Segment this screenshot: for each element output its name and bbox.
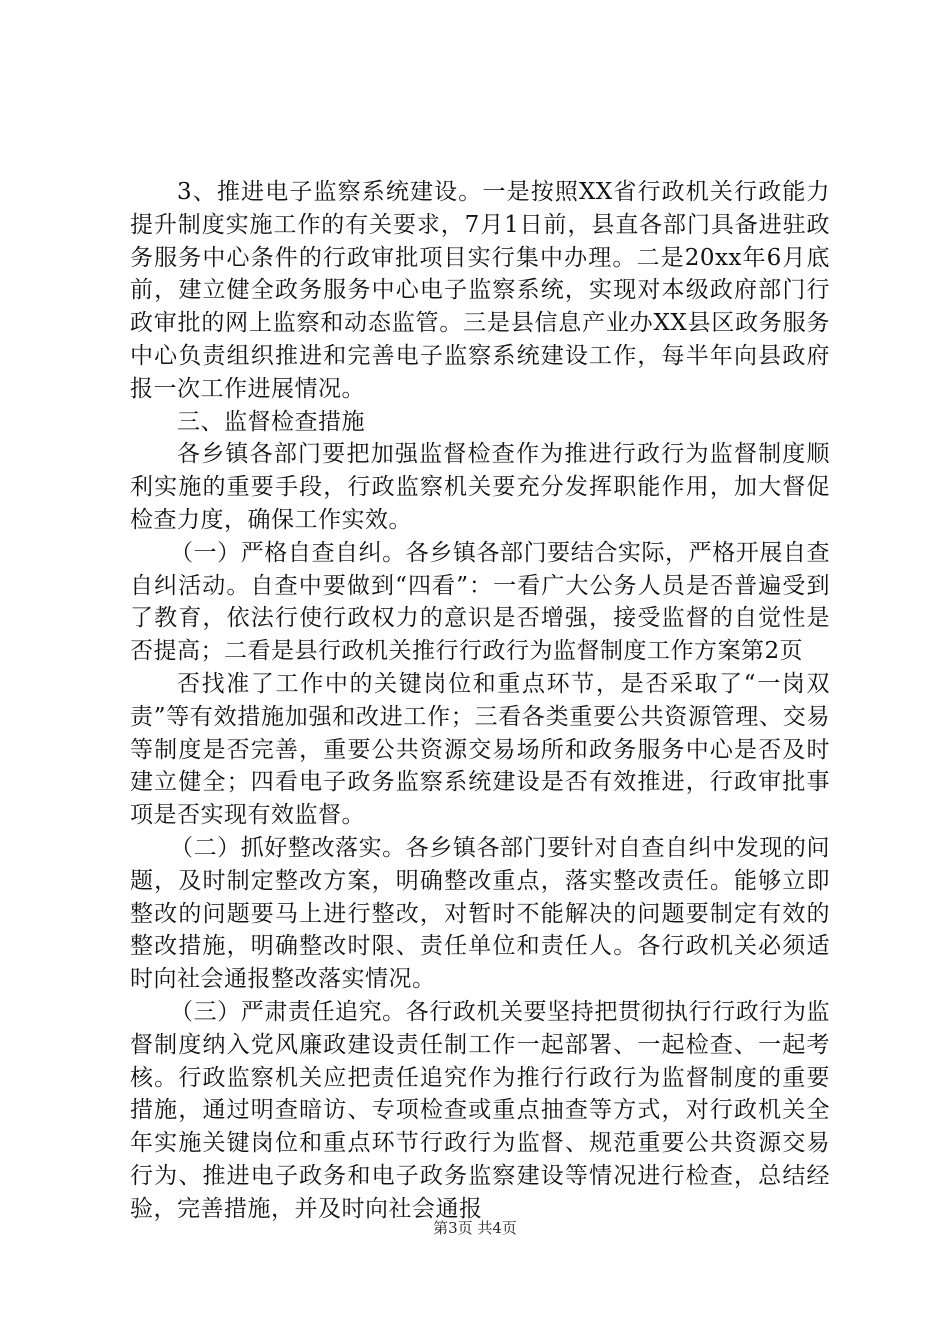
paragraph-self-inspection-continued: 否找准了工作中的关键岗位和重点环节，是否采取了“一岗双责”等有效措施加强和改进工作；三看各类重要公共资源管理、交易等制度是否完善，重要公共资源交易场所和政务服务中心是否及时建立健全；四看电子政务监察系统建设是否有效推进，行政审批事项是否实现有效监督。 bbox=[130, 670, 830, 829]
paragraph-self-inspection: （一）严格自查自纠。各乡镇各部门要结合实际，严格开展自查自纠活动。自查中要做到“四看”：一看广大公务人员是否普遍受到了教育，依法行使行政权力的意识是否增强，接受监督的自觉性是否提高；二看是县行政机关推行行政行为监督制度工作方案第2页 bbox=[130, 539, 830, 665]
paragraph-rectification: （二）抓好整改落实。各乡镇各部门要针对自查自纠中发现的问题，及时制定整改方案，明确整改重点，落实整改责任。能够立即整改的问题要马上进行整改，对暂时不能解决的问题要制定有效的整改措施，明确整改时限、责任单位和责任人。各行政机关必须适时向社会通报整改落实情况。 bbox=[130, 834, 830, 993]
page-footer: 第3页 共4页 bbox=[433, 1219, 517, 1237]
section-heading-supervision-measures: 三、监督检查措施 bbox=[177, 408, 365, 435]
document-body bbox=[130, 176, 830, 1226]
paragraph-supervision-intro: 各乡镇各部门要把加强监督检查作为推进行政行为监督制度顺利实施的重要手段，行政监察机关要充分发挥职能作用，加大督促检查力度，确保工作实效。 bbox=[130, 441, 830, 533]
paragraph-e-monitoring-system: 3、推进电子监察系统建设。一是按照XX省行政机关行政能力提升制度实施工作的有关要求，7月1日前，县直各部门具备进驻政务服务中心条件的行政审批项目实行集中办理。二是20xx年6月底前，建立健全政务服务中心电子监察系统，实现对本级政府部门行政审批的网上监察和动态监管。三是县信息产业办XX县区政务服务中心负责组织推进和完善电子监察系统建设工作，每半年向县政府报一次工作进展情况。 bbox=[130, 179, 830, 402]
paragraph-accountability: （三）严肃责任追究。各行政机关要坚持把贯彻执行行政行为监督制度纳入党风廉政建设责任制工作一起部署、一起检查、一起考核。行政监察机关应把责任追究作为推行行政行为监督制度的重要措施，通过明查暗访、专项检查或重点抽查等方式，对行政机关全年实施关键岗位和重点环节行政行为监督、规范重要公共资源交易行为、推进电子政务和电子政务监察建设等情况进行检查，总结经验，完善措施，并及时向社会通报 bbox=[130, 998, 830, 1222]
